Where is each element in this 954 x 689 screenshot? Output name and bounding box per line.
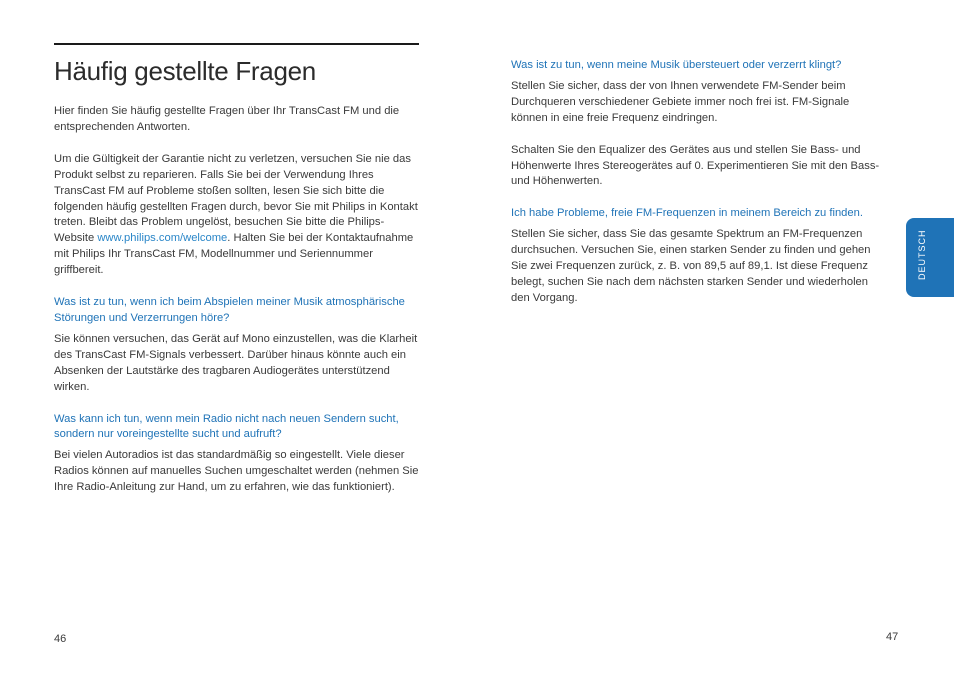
faq-question-radio-search: Was kann ich tun, wenn mein Radio nicht nach neuen Sendern sucht, sondern nur voreingestellte sucht und aufruft? bbox=[54, 412, 399, 441]
page-number-right: 47 bbox=[886, 631, 899, 643]
faq-question-static: Was ist zu tun, wenn ich beim Abspielen meiner Musik atmosphärische Störungen und Verzerrungen höre? bbox=[54, 296, 405, 324]
warranty-paragraph bbox=[54, 152, 422, 279]
top-rule bbox=[54, 43, 419, 45]
faq-answer-distortion-2: Schalten Sie den Equalizer des Gerätes aus und stellen Sie Bass- und Höhenwerte Ihres Stereogerätes auf 0. Experimentieren Sie mit den Bass- und Höhenwerten. bbox=[511, 143, 880, 188]
left-column bbox=[54, 104, 422, 496]
philips-website-link[interactable]: www.philips.com/welcome bbox=[97, 232, 228, 245]
faq-answer-distortion-1: Stellen Sie sicher, dass der von Ihnen verwendete FM-Sender beim Durchqueren verschiedener Gebiete immer noch frei ist. FM-Signale können in eine freie Frequenz eindringen. bbox=[511, 79, 850, 124]
warranty-text-after: . Halten Sie bei der Kontaktaufnahme mit Philips Ihr TransCast FM, Modellnummer und Seriennummer griffbereit. bbox=[54, 232, 414, 277]
faq-question-distortion: Was ist zu tun, wenn meine Musik übersteuert oder verzerrt klingt? bbox=[511, 59, 842, 71]
faq-answer-static: Sie können versuchen, das Gerät auf Mono einzustellen, was die Klarheit des TransCast FM-Signals verbessert. Darüber hinaus könnte auch ein Absenken der Lautstärke des tragbaren Audiogerätes unterstützend wirken. bbox=[54, 332, 418, 393]
language-tab bbox=[906, 218, 954, 297]
language-tab-label: DEUTSCH bbox=[917, 229, 927, 280]
right-column bbox=[511, 58, 883, 307]
faq-question-frequencies: Ich habe Probleme, freie FM-Frequenzen in meinem Bereich zu finden. bbox=[511, 207, 863, 220]
intro-paragraph: Hier finden Sie häufig gestellte Fragen über Ihr TransCast FM und die entsprechenden Antworten. bbox=[54, 105, 400, 133]
page-number-left: 46 bbox=[54, 633, 67, 645]
page-title: Häufig gestellte Fragen bbox=[54, 56, 316, 86]
faq-answer-radio-search: Bei vielen Autoradios ist das standardmäßig so eingestellt. Viele dieser Radios können auf manuelles Suchen umgeschaltet werden (nehmen Sie Ihre Radio-Anleitung zur Hand, um zu erfahren, wie das funktioniert). bbox=[54, 449, 419, 494]
faq-answer-frequencies: Stellen Sie sicher, dass Sie das gesamte Spektrum an FM-Frequenzen durchsuchen. Versuchen Sie, einen starken Sender zu finden und gehen Sie zwei Frequenzen zurück, z. B. von 89,5 auf 89,1. Ist diese Frequenz belegt, suchen Sie nach dem nächsten starken Sender und wiederholen den Vorgang. bbox=[511, 228, 871, 304]
warranty-text: Um die Gültigkeit der Garantie nicht zu verletzen, versuchen Sie nie das Produkt selbst zu reparieren. Falls Sie bei der Verwendung Ihres TransCast FM auf Probleme stoßen sollten, lesen Sie sich bitte die folgenden häufig gestellten Fragen durch, bevor Sie mit Philips in Kontakt treten. Bleibt das Problem ungelöst, besuchen Sie bitte die Philips-Website bbox=[54, 152, 418, 245]
